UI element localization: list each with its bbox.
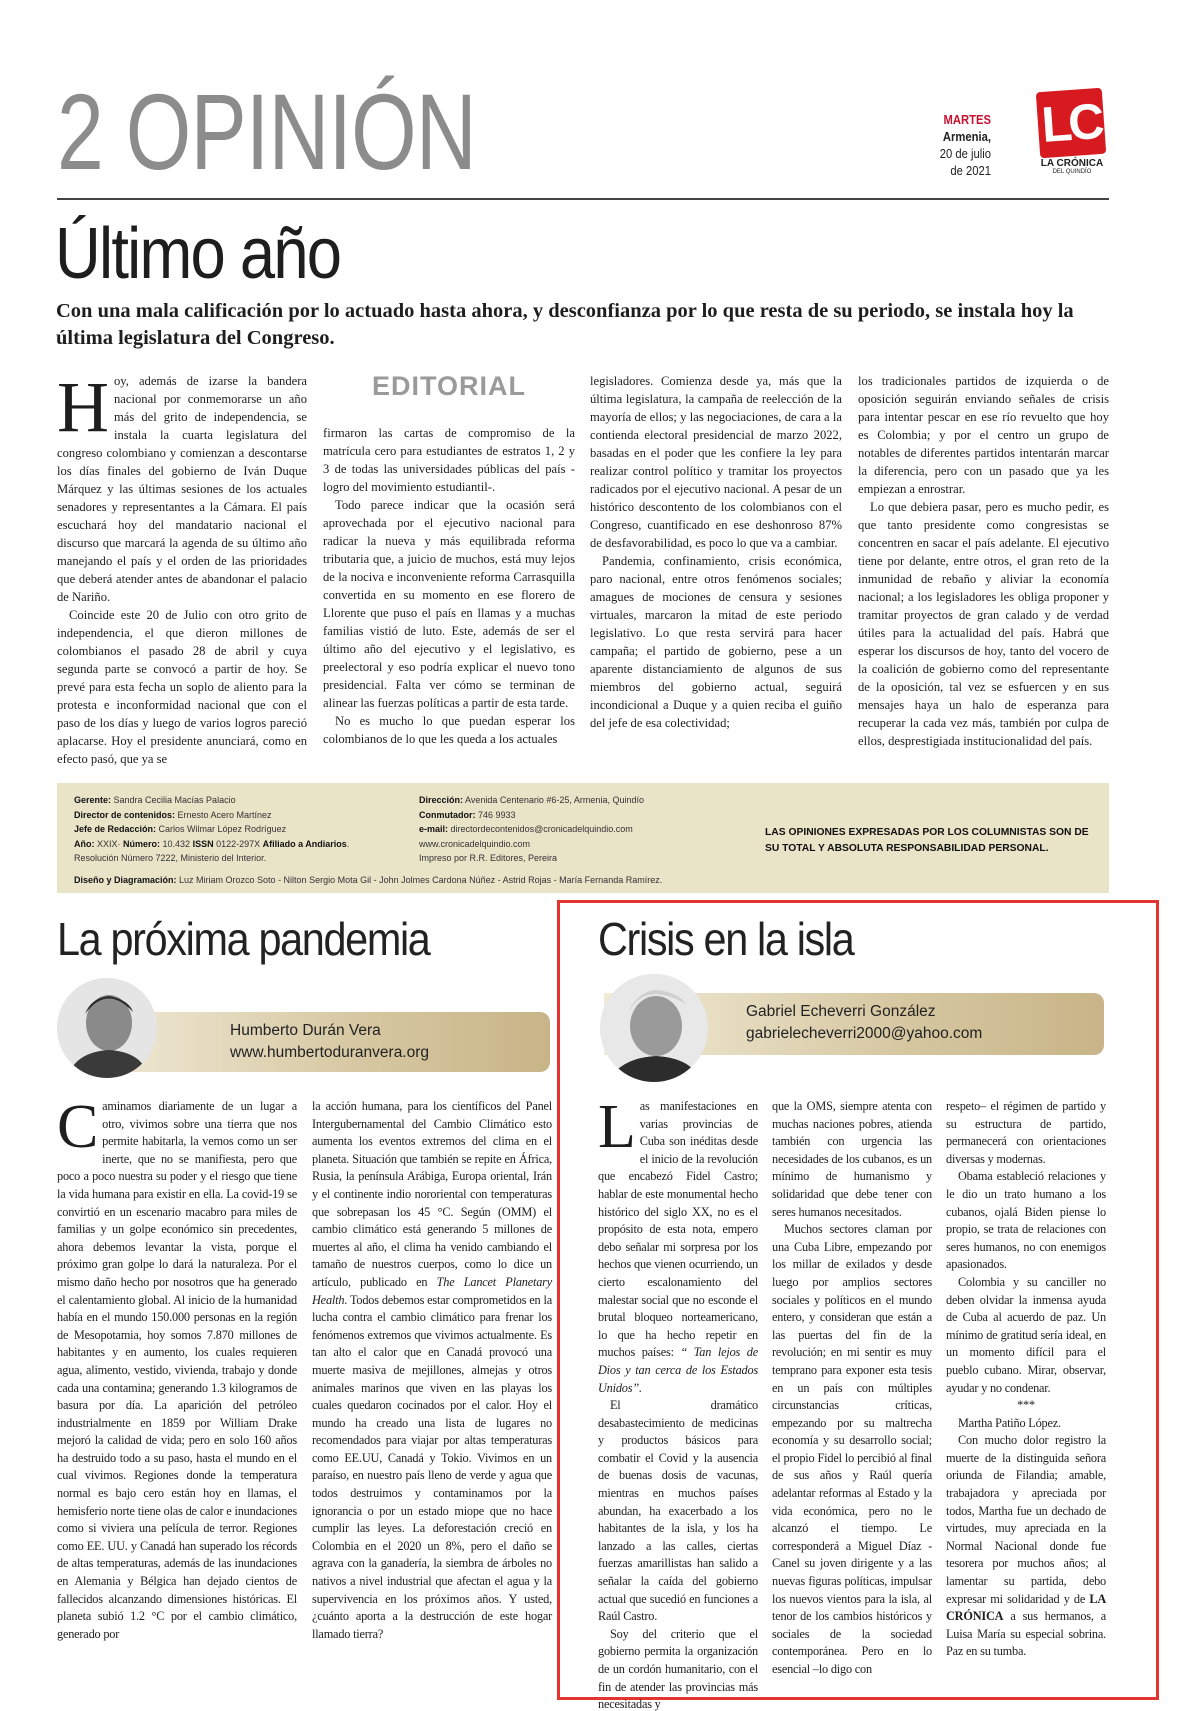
newspaper-logo	[1036, 90, 1108, 176]
paragraph: Las manifestaciones en varias provincias de Cuba son inéditas desde el inicio de la revolución que encabezó Fidel Castro; hablar de este monumental hecho histórico del siglo XX, no es el propósito de esta nota, empero debo señalar mi sorpresa por los hechos que vienen ocurriendo, un cierto escalonamiento del malestar social que no esconde el brutal bloqueo norteamericano, lo que ha hecho repetir en muchos países: “ Tan lejos de Dios y tan cerca de los Estados Unidos”.	[598, 1093, 758, 1395]
paragraph: El dramático desabastecimiento de medicinas y productos básicos para combatir el Covid y la ausencia de buenas dosis de vacunas, mientras en muchos países abundan, ha exacerbado a los habitantes de la isla, y los ha lanzado a las calles, ciertas fuerzas amarillistas han salido a señalar la caída del gobierno actual que sucedió en funciones a Raúl Castro.	[598, 1398, 758, 1624]
drop-cap: L	[598, 1093, 636, 1161]
crisis-column-3	[946, 1098, 1106, 1661]
author-website-link[interactable]: www.humbertoduranvera.org	[230, 1044, 430, 1061]
paragraph: Lo que debiera pasar, pero es mucho pedir, es que tanto presidente como congresistas se concentren en sacar el país adelante. El ejecutivo tiene por delante, entre otros, el gran reto de la inmunidad de rebaño y aliviar la economía nacional; a los legisladores les obliga proponer y tramitar proyectos de gran calado y de verdad útiles para la actualidad del país. Habrá que esperar los discursos de hoy, tanto del vocero de la coalición de gobierno como del representante de la oposición, tal vez se esfuercen y en sus mensajes haya un halo de esperanza para recuperar la cada vez más, también por culpa de ellos, desprestigiada institucionalidad del país.	[858, 500, 1109, 748]
paragraph: No es mucho lo que puedan esperar los colombianos de lo que les queda a los actuales	[323, 714, 575, 746]
separator: ***	[1017, 1398, 1035, 1413]
section-title: 2 OPINIÓN	[57, 71, 476, 192]
masthead-email[interactable]: e-mail: directordecontenidos@cronicadelquindio.com	[419, 824, 633, 834]
editorial-tag: EDITORIAL	[371, 371, 526, 401]
masthead-line: Jefe de Redacción: Carlos Wilmar López Rodríguez	[74, 824, 287, 834]
masthead-contact	[419, 793, 749, 866]
pandemia-byline	[90, 1012, 550, 1072]
city: Armenia,	[942, 130, 991, 144]
masthead-line: Año: XXIX· Número: 10.432 ISSN 0122-297X Afiliado a Andiarios.	[74, 838, 350, 849]
editorial-column-2	[323, 424, 575, 748]
masthead-line: Dirección: Avenida Centenario #6-25, Armenia, Quindío	[419, 795, 644, 805]
masthead-website-link[interactable]: www.cronicadelquindio.com	[419, 838, 531, 849]
paragraph: Pandemia, confinamiento, crisis económica, paro nacional, entre otros fenómenos sociales; amagues de mociones de censura y sesiones virtuales, marcaron la mitad de este periodo legislativo. Lo que resta servirá para hacer campaña; el partido de gobierno, pese a un aparente distanciamiento de algunos de sus miembros del gobierno actual, seguirá incondicional a Duque y a quien reciba el guiño del jefe de esa colectividad;	[590, 554, 842, 730]
tribute-paragraph: Con mucho dolor registro la muerte de la distinguida señora oriunda de Filandia; amable, trabajadora y apreciada por todos, Martha fue un dechado de virtudes, muy apreciada en la Normal Nacional donde fue tesorera por muchos años; al lamentar su partida, debo expresar mi solidaridad y de LA CRÓNICA a sus hermanos, a Luisa María su especial sobrina. Paz en su tumba.	[946, 1433, 1106, 1659]
logo-subname: DEL QUINDÍO	[1052, 169, 1092, 175]
logo-name: LA CRÓNICA	[1040, 158, 1104, 169]
paragraph: Muchos sectores claman por una Cuba Libre, empezando por los millar de exilados y desde luego por amplios sectores sociales y políticos en el mundo entero, y consideran que están a las puertas del fin de la revolución; en mi sentir es muy temprano para exponer esta tesis en un país con múltiples circunstancias críticas, empezando por su maltrecha economía y su desarrollo social; el propio Fidel lo percibió al final de sus años y Raúl quería adelantar reformas al Estado y la vida económica, pero no le alcanzó el tiempo. Le corresponderá a Miguel Díaz -Canel su joven dirigente y a las nuevas figuras políticas, impulsar los nuevos vientos para la isla, al tenor de los cambios históricos y sociales de la sociedad contemporánea. Pero en lo esencial –lo digo con	[772, 1222, 932, 1676]
paragraph: Obama estableció relaciones y le dio un trato humano a los cubanos, ojalá Biden piense lo propio, se trata de relaciones con seres humanos, no con enemigos apasionados.	[946, 1169, 1106, 1272]
drop-cap: H	[57, 367, 109, 447]
pandemia-title: La próxima pandemia	[57, 913, 430, 965]
masthead-line: Gerente: Sandra Cecilia Macías Palacio	[74, 795, 236, 805]
author-name: Humberto Durán Vera	[230, 1022, 381, 1039]
paragraph: Coincide este 20 de Julio con otro grito de independencia, el que dieron millones de colombianos el pasado 28 de abril y cuya segunda parte se convocó a partir de hoy. Se prevé para esta fecha un soplo de aliento para la protesta e inconformidad nacional que con el paso de los días y luego de varios logros pareció aplacarse. Hoy el presidente anunciará, como en efecto pasó, que ya se	[57, 608, 307, 766]
drop-cap: C	[57, 1093, 99, 1161]
crisis-column-1	[598, 1093, 758, 1711]
pandemia-column-1	[57, 1093, 297, 1643]
date-year: de 2021	[950, 164, 991, 178]
masthead-line: Impreso por R.R. Editores, Pereira	[419, 853, 558, 863]
editorial-column-3	[590, 372, 842, 732]
paragraph: legisladores. Comienza desde ya, más que la última legislatura, la campaña de reelección de la mayoría de ellos; y las negociaciones, de cara a la contienda electoral presidencial de marzo 2022, basadas en el poder que les confiere la ley para realizar control político y tramitar los proyectos radicados por el ejecutivo nacional. A pesar de un histórico descontento de los colombianos con el Congreso, cuantificado en ese deshonroso 87% de desfavorabilidad, es poco lo que va a cambiar.	[590, 374, 842, 550]
paragraph: Hoy, además de izarse la bandera nacional por conmemorarse un año más del grito de independencia, se instala la cuarta legislatura del congreso colombiano y comienzan a descontarse los días finales del gobierno de Iván Duque Márquez y las últimas sesiones de los actuales senadores y representantes a la Cámara. El país escuchará hoy del mandatario nacional el discurso que marcará la agenda de su último año manejando el país y el orden de las prioridades que deberá atender antes de abandonar el palacio de Nariño.	[57, 367, 307, 604]
masthead-line: Resolución Número 7222, Ministerio del Interior.	[74, 853, 267, 863]
pandemia-column-2	[312, 1098, 552, 1643]
editorial-column-1	[57, 367, 307, 768]
paragraph: Colombia y su canciller no deben olvidar la inmensa ayuda de Cuba al acuerdo de paz. Un mínimo de gratitud sería ideal, en un momento difícil para el pueblo cubano. Mirar, observar, ayudar y no condenar.	[946, 1274, 1106, 1395]
editorial-column-4	[858, 372, 1109, 750]
masthead-staff	[74, 793, 454, 866]
masthead-line: Conmutador: 746 9933	[419, 809, 516, 820]
author-photo	[57, 978, 157, 1078]
header-rule	[57, 198, 1109, 200]
author-name: Gabriel Echeverri González	[746, 1003, 936, 1020]
crisis-title: Crisis en la isla	[598, 913, 854, 965]
paragraph: la acción humana, para los científicos del Panel Intergubernamental del Cambio Climático esto aumenta los eventos extremos del clima en el planeta. Situación que también se repite en África, Rusia, la península Arábiga, Europa oriental, Irán y el continente indio nororiental con temperaturas que sobrepasan los 45 °C. Según (OMM) el cambio climático está generando 5 millones de muertes al año, el clima ha venido cambiando el tamaño de nuestros cuerpos, como lo dice un artículo, publicado en The Lancet Planetary Health. Todos debemos estar comprometidos en la lucha contra el cambio climático para frenar los fenómenos extremos que vivimos actualmente. Es tan alto el calor que en Canadá provocó una muerte masiva de mejillones, almejas y otros animales marinos que viven en las playas los cuales quedaron cocinados por el calor. Hoy el mundo ha creado una lista de lugares no recomendados para viajar por altas temperaturas como EE.UU, Canadá y Tokio. Vivimos en un paraíso, en nuestro país lleno de verde y agua que todos destruimos y contaminamos por la ignorancia o por un estado miope que no hace cumplir las leyes. La deforestación creció en Colombia en el 2020 un 8%, pero el daño se agrava con la ganadería, la siembra de árboles no nativos a nivel industrial que afectan el agua y la supervivencia en los próximos años. Y usted, ¿cuánto aporta a la destrucción de este hogar llamado tierra?	[312, 1099, 552, 1641]
author-photo	[600, 974, 708, 1082]
editorial-lead: Con una mala calificación por lo actuado hasta ahora, y desconfianza por lo que resta de su periodo, se instala hoy la última legislatura del Congreso.	[56, 300, 1074, 349]
paragraph: los tradicionales partidos de izquierda o de oposición seguirán enviando señales de crisis para intentar pescar en ese río revuelto que hoy es Colombia; y por el centro un grupo de notables de diferentes partidos intentarán marcar la diferencia, pero con un pasado que ya les empiezan a enrostrar.	[858, 374, 1109, 496]
weekday: MARTES	[943, 113, 991, 127]
masthead-disclaimer: LAS OPINIONES EXPRESADAS POR LOS COLUMNISTAS SON DE SU TOTAL Y ABSOLUTA RESPONSABILIDAD PERSONAL.	[765, 827, 1089, 854]
paragraph: Todo parece indicar que la ocasión será aprovechada por el ejecutivo nacional para radicar la nueva y más equilibrada reforma tributaria que, a juicio de muchos, está muy lejos de la nociva e inconveniente reforma Carrasquilla convertida en su momento en ese florero de Llorente que puso el país en llamas y a muchas familias vistió de luto. Este, además de ser el último año del ejecutivo y el legislativo, es preelectoral y eso podría explicar el nuevo tono presidencial. Falta ver cómo se terminan de alinear las fuerzas políticas a partir de esta tarde.	[323, 498, 575, 710]
date-day: 20 de julio	[939, 147, 991, 161]
crisis-column-2	[772, 1098, 932, 1679]
paragraph: Caminamos diariamente de un lugar a otro, vivimos sobre una tierra que nos permite habitarla, la vemos como un ser inerte, que no se manifiesta, pero que poco a poco nuestra su poder y el riesgo que tiene la vida humana para existir en ella. La covid-19 se convirtió en un escenario macabro para miles de familias y un golpe económico sin precedentes, ahora debemos levantar la vista, porque el próximo gran golpe lo dará la naturaleza. Por el mismo daño hecho por nosotros que ha generado el calentamiento global. Al inicio de la humanidad había en el mundo 150.000 personas en la región de Mesopotamia, hoy somos 7.870 millones de habitantes y en aumento, los cuales requieren agua, alimento, vestido, vivienda, trabajo y donde cada una contamina; generando 1.3 kilogramos de basura por día. La aparición del petróleo industrialmente en 1859 por William Drake mejoró la calidad de vida; pero en solo 160 años ha destruido todo a su paso, hasta el mundo en el cual vivimos. Regiones donde la temperatura normal es bajo cero están hoy en llamas, el hemisferio norte tiene olas de calor e inundaciones como si viviera una película de terror. Regiones como EE. UU. y Canadá han superado los récords de altas temperaturas, además de las inundaciones en Alemania y Bélgica han dejado cientos de fallecidos alcanzando dimensiones históricas. El planeta subió 1.2 °C por el cambio climático, generado por	[57, 1093, 297, 1641]
editorial-headline: Último año	[55, 214, 341, 294]
masthead-design: Diseño y Diagramación: Luz Miriam Orozco Soto - Nilton Sergio Mota Gil - John Jolmes Cardona Núñez - Astrid Rojas - María Fernanda Ramírez.	[74, 875, 663, 885]
tribute-name: Martha Patiño López.	[958, 1415, 1061, 1430]
date-block	[940, 112, 991, 180]
paragraph: respeto– el régimen de partido y su estructura de partido, permanecerá con orientaciones diversas y modernas.	[946, 1099, 1106, 1166]
masthead-box	[57, 783, 1109, 893]
masthead-line: Director de contenidos: Ernesto Acero Martínez	[74, 809, 272, 820]
paragraph: que la OMS, siempre atenta con muchas naciones pobres, atienda también con urgencia las necesidades de los cubanos, es un mínimo de humanismo y solidaridad que debe tener con seres humanos necesitados.	[772, 1099, 932, 1219]
paragraph: Soy del criterio que el gobierno permita la organización de un cordón humanitario, con el fin de atender las provincias más necesitadas y	[598, 1626, 758, 1711]
logo-mark: LC	[1036, 88, 1106, 158]
author-email-link[interactable]: gabrielecheverri2000@yahoo.com	[746, 1025, 983, 1042]
paragraph: firmaron las cartas de compromiso de la matrícula cero para estudiantes de estratos 1, 2 y 3 de todas las universidades públicas del país -logro del movimiento estudiantil-.	[323, 426, 575, 494]
